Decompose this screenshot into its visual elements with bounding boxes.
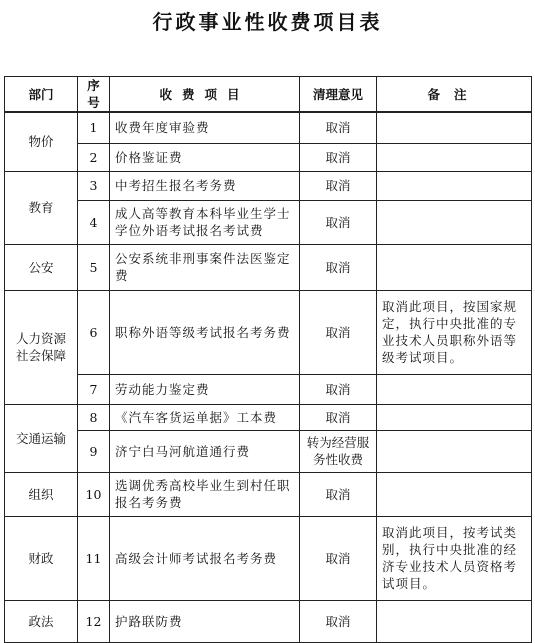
no-cell: 1	[78, 112, 110, 143]
no-cell: 10	[78, 472, 110, 516]
item-cell: 职称外语等级考试报名考务费	[110, 290, 300, 374]
fee-table	[4, 76, 532, 643]
item-cell: 选调优秀高校毕业生到村任职报名考务费	[110, 472, 300, 516]
table-row	[5, 200, 532, 244]
item-cell: 劳动能力鉴定费	[110, 374, 300, 404]
opinion-cell: 取消	[300, 290, 377, 374]
header-no: 序号	[78, 77, 110, 113]
no-cell: 3	[78, 171, 110, 200]
header-dept: 部门	[5, 77, 78, 113]
remark-cell: 取消此项目，按国家规定，执行中央批准的专业技术人员职称外语等级考试项目。	[377, 290, 532, 374]
remark-cell	[377, 472, 532, 516]
item-cell: 公安系统非刑事案件法医鉴定费	[110, 244, 300, 290]
table-row	[5, 430, 532, 472]
item-cell: 护路联防费	[110, 600, 300, 642]
table-row	[5, 112, 532, 143]
opinion-cell: 取消	[300, 472, 377, 516]
table-row	[5, 472, 532, 516]
item-cell: 济宁白马河航道通行费	[110, 430, 300, 472]
dept-cell: 教育	[5, 171, 78, 244]
dept-cell: 财政	[5, 516, 78, 600]
table-row	[5, 404, 532, 430]
no-cell: 12	[78, 600, 110, 642]
remark-cell	[377, 244, 532, 290]
remark-cell	[377, 143, 532, 171]
remark-cell: 取消此项目，按考试类别，执行中央批准的经济专业技术人员资格考试项目。	[377, 516, 532, 600]
opinion-cell: 取消	[300, 171, 377, 200]
table-row	[5, 374, 532, 404]
opinion-cell: 取消	[300, 404, 377, 430]
remark-cell	[377, 374, 532, 404]
no-cell: 8	[78, 404, 110, 430]
table-row	[5, 171, 532, 200]
header-row	[5, 77, 532, 113]
remark-cell	[377, 430, 532, 472]
no-cell: 9	[78, 430, 110, 472]
dept-cell: 组织	[5, 472, 78, 516]
opinion-cell: 取消	[300, 244, 377, 290]
remark-cell	[377, 404, 532, 430]
dept-cell: 政法	[5, 600, 78, 642]
dept-cell: 人力资源社会保障	[5, 290, 78, 404]
header-opinion: 清理意见	[300, 77, 377, 113]
item-cell: 高级会计师考试报名考务费	[110, 516, 300, 600]
header-item: 收费项目	[110, 77, 300, 113]
table-row	[5, 516, 532, 600]
item-cell: 中考招生报名考务费	[110, 171, 300, 200]
dept-cell: 交通运输	[5, 404, 78, 472]
no-cell: 2	[78, 143, 110, 171]
no-cell: 7	[78, 374, 110, 404]
page-title: 行政事业性收费项目表	[152, 10, 383, 34]
opinion-cell: 取消	[300, 600, 377, 642]
no-cell: 5	[78, 244, 110, 290]
no-cell: 6	[78, 290, 110, 374]
dept-cell: 公安	[5, 244, 78, 290]
table-row	[5, 143, 532, 171]
remark-cell	[377, 600, 532, 642]
remark-cell	[377, 171, 532, 200]
opinion-cell: 取消	[300, 200, 377, 244]
opinion-cell: 取消	[300, 112, 377, 143]
remark-cell	[377, 200, 532, 244]
dept-cell: 物价	[5, 112, 78, 171]
item-cell: 收费年度审验费	[110, 112, 300, 143]
item-cell: 价格鉴证费	[110, 143, 300, 171]
item-cell: 成人高等教育本科毕业生学士学位外语考试报名考试费	[110, 200, 300, 244]
opinion-cell: 取消	[300, 143, 377, 171]
table-row	[5, 290, 532, 374]
opinion-cell: 转为经营服务性收费	[300, 430, 377, 472]
opinion-cell: 取消	[300, 516, 377, 600]
no-cell: 4	[78, 200, 110, 244]
opinion-cell: 取消	[300, 374, 377, 404]
table-row	[5, 600, 532, 642]
table-row	[5, 244, 532, 290]
item-cell: 《汽车客货运单据》工本费	[110, 404, 300, 430]
no-cell: 11	[78, 516, 110, 600]
header-remark: 备注	[377, 77, 532, 113]
remark-cell	[377, 112, 532, 143]
